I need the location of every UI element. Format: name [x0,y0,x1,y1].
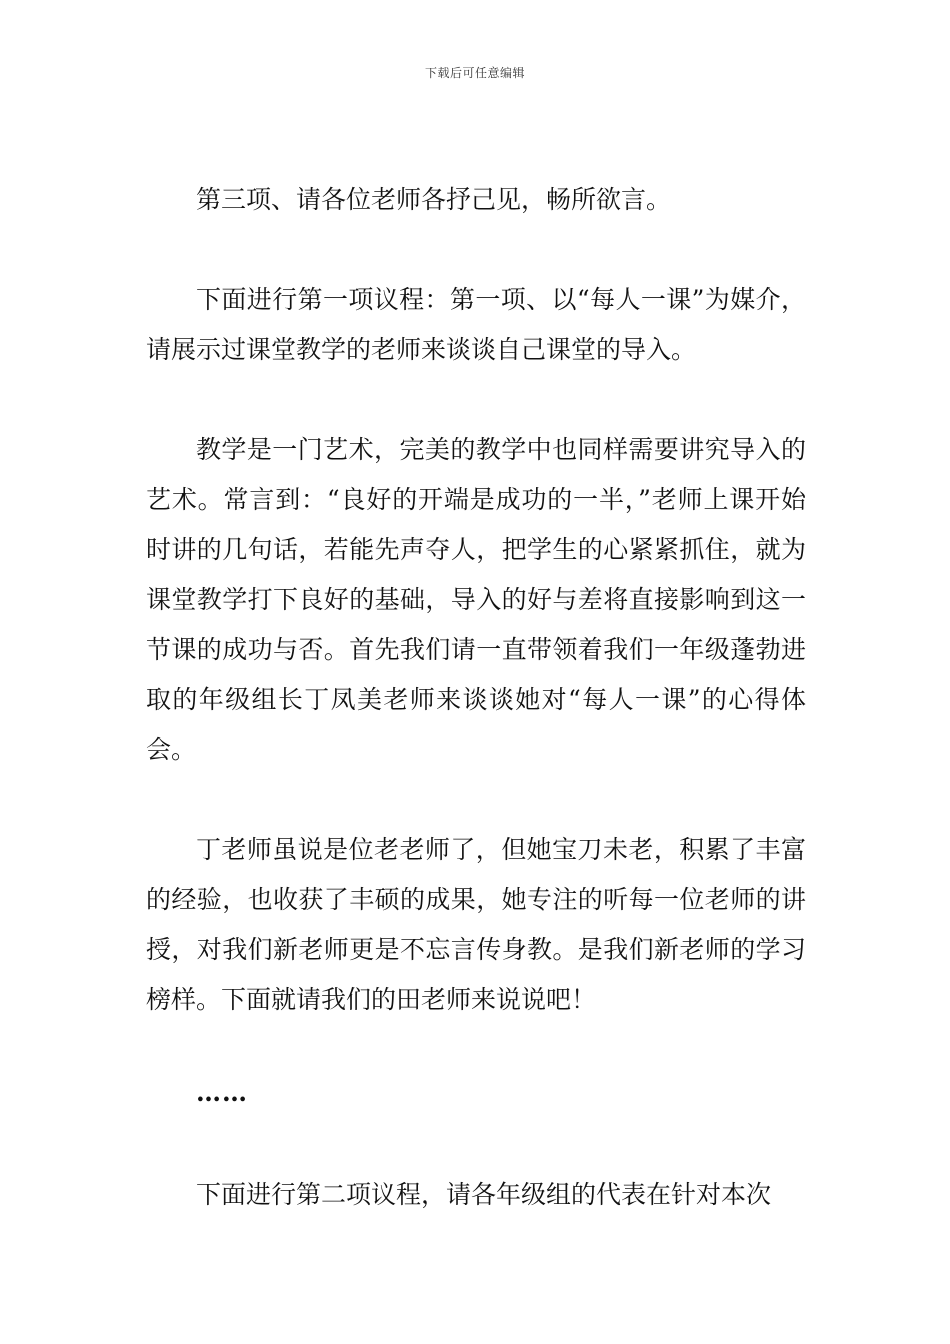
paragraph-teaching-art: 教学是一门艺术，完美的教学中也同样需要讲究导入的艺术。常言到：“良好的开端是成功的一半，”老师上课开始时讲的几句话，若能先声夺人，把学生的心紧紧抓住，就为课堂教学打下良好的基础，导入的好与差将直接影响到这一节课的成功与否。首先我们请一直带领着我们一年级蓬勃进取的年级组长丁凤美老师来谈谈她对“每人一课”的心得体会。 [146,435,806,764]
ellipsis: …… [196,1078,248,1107]
paragraph-agenda-2: 下面进行第二项议程，请各年级组的代表在针对本次 [196,1180,772,1209]
page-header: 下载后可任意编辑 [424,66,525,80]
paragraph-teacher-ding: 丁老师虽说是位老老师了，但她宝刀未老，积累了丰富的经验，也收获了丰硕的成果，她专注的听每一位老师的讲授，对我们新老师更是不忘言传身教。是我们新老师的学习榜样。下面就请我们的田老师来说说吧！ [146,835,806,1014]
paragraph-item-3: 第三项、请各位老师各抒己见，畅所欲言。 [196,185,672,214]
paragraph-agenda-1: 下面进行第一项议程：第一项、以“每人一课”为媒介，请展示过课堂教学的老师来谈谈自己课堂的导入。 [146,285,806,364]
